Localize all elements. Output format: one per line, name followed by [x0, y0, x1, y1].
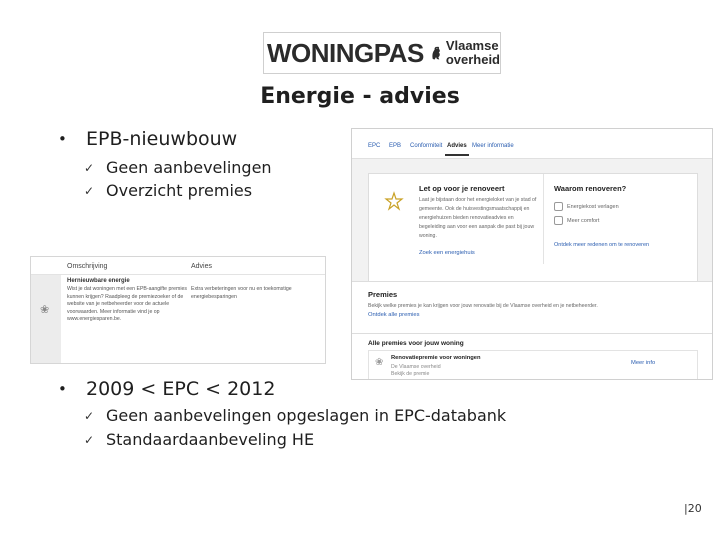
- alle-premies-title: Alle premies voor jouw woning: [368, 340, 464, 347]
- renovation-title: Let op voor je renoveert: [419, 184, 505, 193]
- row-advice: Extra verbeteringen voor nu en toekomstige energiebesparingen: [191, 286, 292, 300]
- sub-bullet-label: Geen aanbevelingen opgeslagen in EPC-databank: [106, 406, 507, 425]
- bullet-marker: •: [58, 380, 67, 398]
- check-icon: ✓: [84, 160, 95, 175]
- premie-detail: Bekijk de premie: [391, 371, 430, 377]
- row-description: Wist je dat woningen met een EPB-aangifte premies kunnen krijgen? Raadpleeg de premiezoeker of de website van je netbeheerder voor de actuele voorwaarden. Meer informatie vind je op www.energiesparen.be.: [67, 286, 187, 322]
- row-icon-gutter: [31, 275, 61, 363]
- more-reasons-link[interactable]: Ontdek meer redenen om te renoveren: [554, 242, 650, 248]
- alle-premies-section: [352, 333, 713, 380]
- premies-section: [352, 281, 713, 341]
- check-icon: ✓: [84, 432, 95, 447]
- row-section-title: Hernieuwbare energie: [67, 278, 130, 284]
- premies-title: Premies: [368, 290, 398, 299]
- why-renovate-title: Waarom renoveren?: [554, 184, 627, 193]
- column-header-omschrijving: Omschrijving: [67, 263, 108, 270]
- leaf-icon: ❀: [40, 304, 50, 316]
- sub-bullet: [84, 406, 506, 425]
- bullet-epc-period: [58, 378, 275, 400]
- tab-epc[interactable]: EPC: [368, 143, 381, 149]
- slide-title: Energie - advies: [260, 84, 460, 109]
- sub-bullet: [84, 158, 272, 177]
- piggy-bank-icon: [554, 202, 563, 211]
- logo-brand-text: WONINGPAS: [267, 37, 424, 68]
- sub-bullet-label: Overzicht premies: [106, 181, 253, 200]
- woningpas-advies-screenshot: [351, 128, 713, 380]
- premies-text: Bekijk welke premies je kan krijgen voor jouw renovatie bij de Vlaamse overheid en je netbeheerder.: [368, 303, 598, 309]
- column-header-advies: Advies: [191, 263, 213, 270]
- page-number: |20: [684, 502, 702, 515]
- bullet-marker: •: [58, 130, 67, 148]
- tab-conformiteit[interactable]: Conformiteit: [410, 143, 443, 149]
- why-item-label: Energiekost verlagen: [567, 203, 619, 210]
- bullet-label: 2009 < EPC < 2012: [86, 378, 276, 400]
- energiehuis-link[interactable]: Zoek een energiehuis: [419, 250, 475, 256]
- why-item-label: Meer comfort: [567, 217, 600, 224]
- bullet-label: EPB-nieuwbouw: [86, 128, 238, 150]
- sub-bullet: [84, 430, 314, 449]
- check-icon: ✓: [84, 183, 95, 198]
- logo-gov-line2: overheid: [445, 52, 500, 67]
- sub-bullet-label: Standaardaanbeveling HE: [106, 430, 315, 449]
- why-item: [554, 202, 619, 211]
- lightbulb-icon: [383, 190, 405, 212]
- flemish-lion-icon: [430, 36, 442, 70]
- premie-list-item[interactable]: [368, 350, 698, 380]
- woningpas-logo: [263, 32, 501, 74]
- tab-bar: [352, 129, 712, 159]
- all-premies-link[interactable]: Ontdek alle premies: [368, 312, 420, 318]
- premie-name: Renovatiepremie voor woningen: [391, 355, 481, 361]
- bullet-epb-nieuwbouw: [58, 128, 237, 150]
- logo-gov-line1: Vlaamse: [445, 38, 499, 53]
- tab-epb[interactable]: EPB: [389, 143, 402, 149]
- check-icon: ✓: [84, 408, 95, 423]
- tab-advies[interactable]: Advies: [447, 143, 467, 149]
- why-renovate-box: [543, 174, 699, 264]
- table-header: [31, 257, 325, 275]
- advies-table-screenshot: [30, 256, 326, 364]
- sub-bullet-label: Geen aanbevelingen: [106, 158, 272, 177]
- flemish-lion-icon: ❀: [375, 357, 384, 368]
- comfort-icon: [554, 216, 563, 225]
- renovation-text: Laat je bijstaan door het energieloket van je stad of gemeente. Ook de huisvestingsmaatschappij en energiehuizen bieden renovatieadvies en begeleiding aan voor een aanpak die past bij jouw woning.: [419, 197, 537, 239]
- sub-bullet: [84, 181, 252, 200]
- premie-more-info-link[interactable]: Meer info: [631, 360, 656, 366]
- premie-provider: De Vlaamse overheid: [391, 364, 441, 370]
- logo-government-text: [446, 39, 500, 67]
- tab-meer-informatie[interactable]: Meer informatie: [472, 143, 514, 149]
- why-item: [554, 216, 599, 225]
